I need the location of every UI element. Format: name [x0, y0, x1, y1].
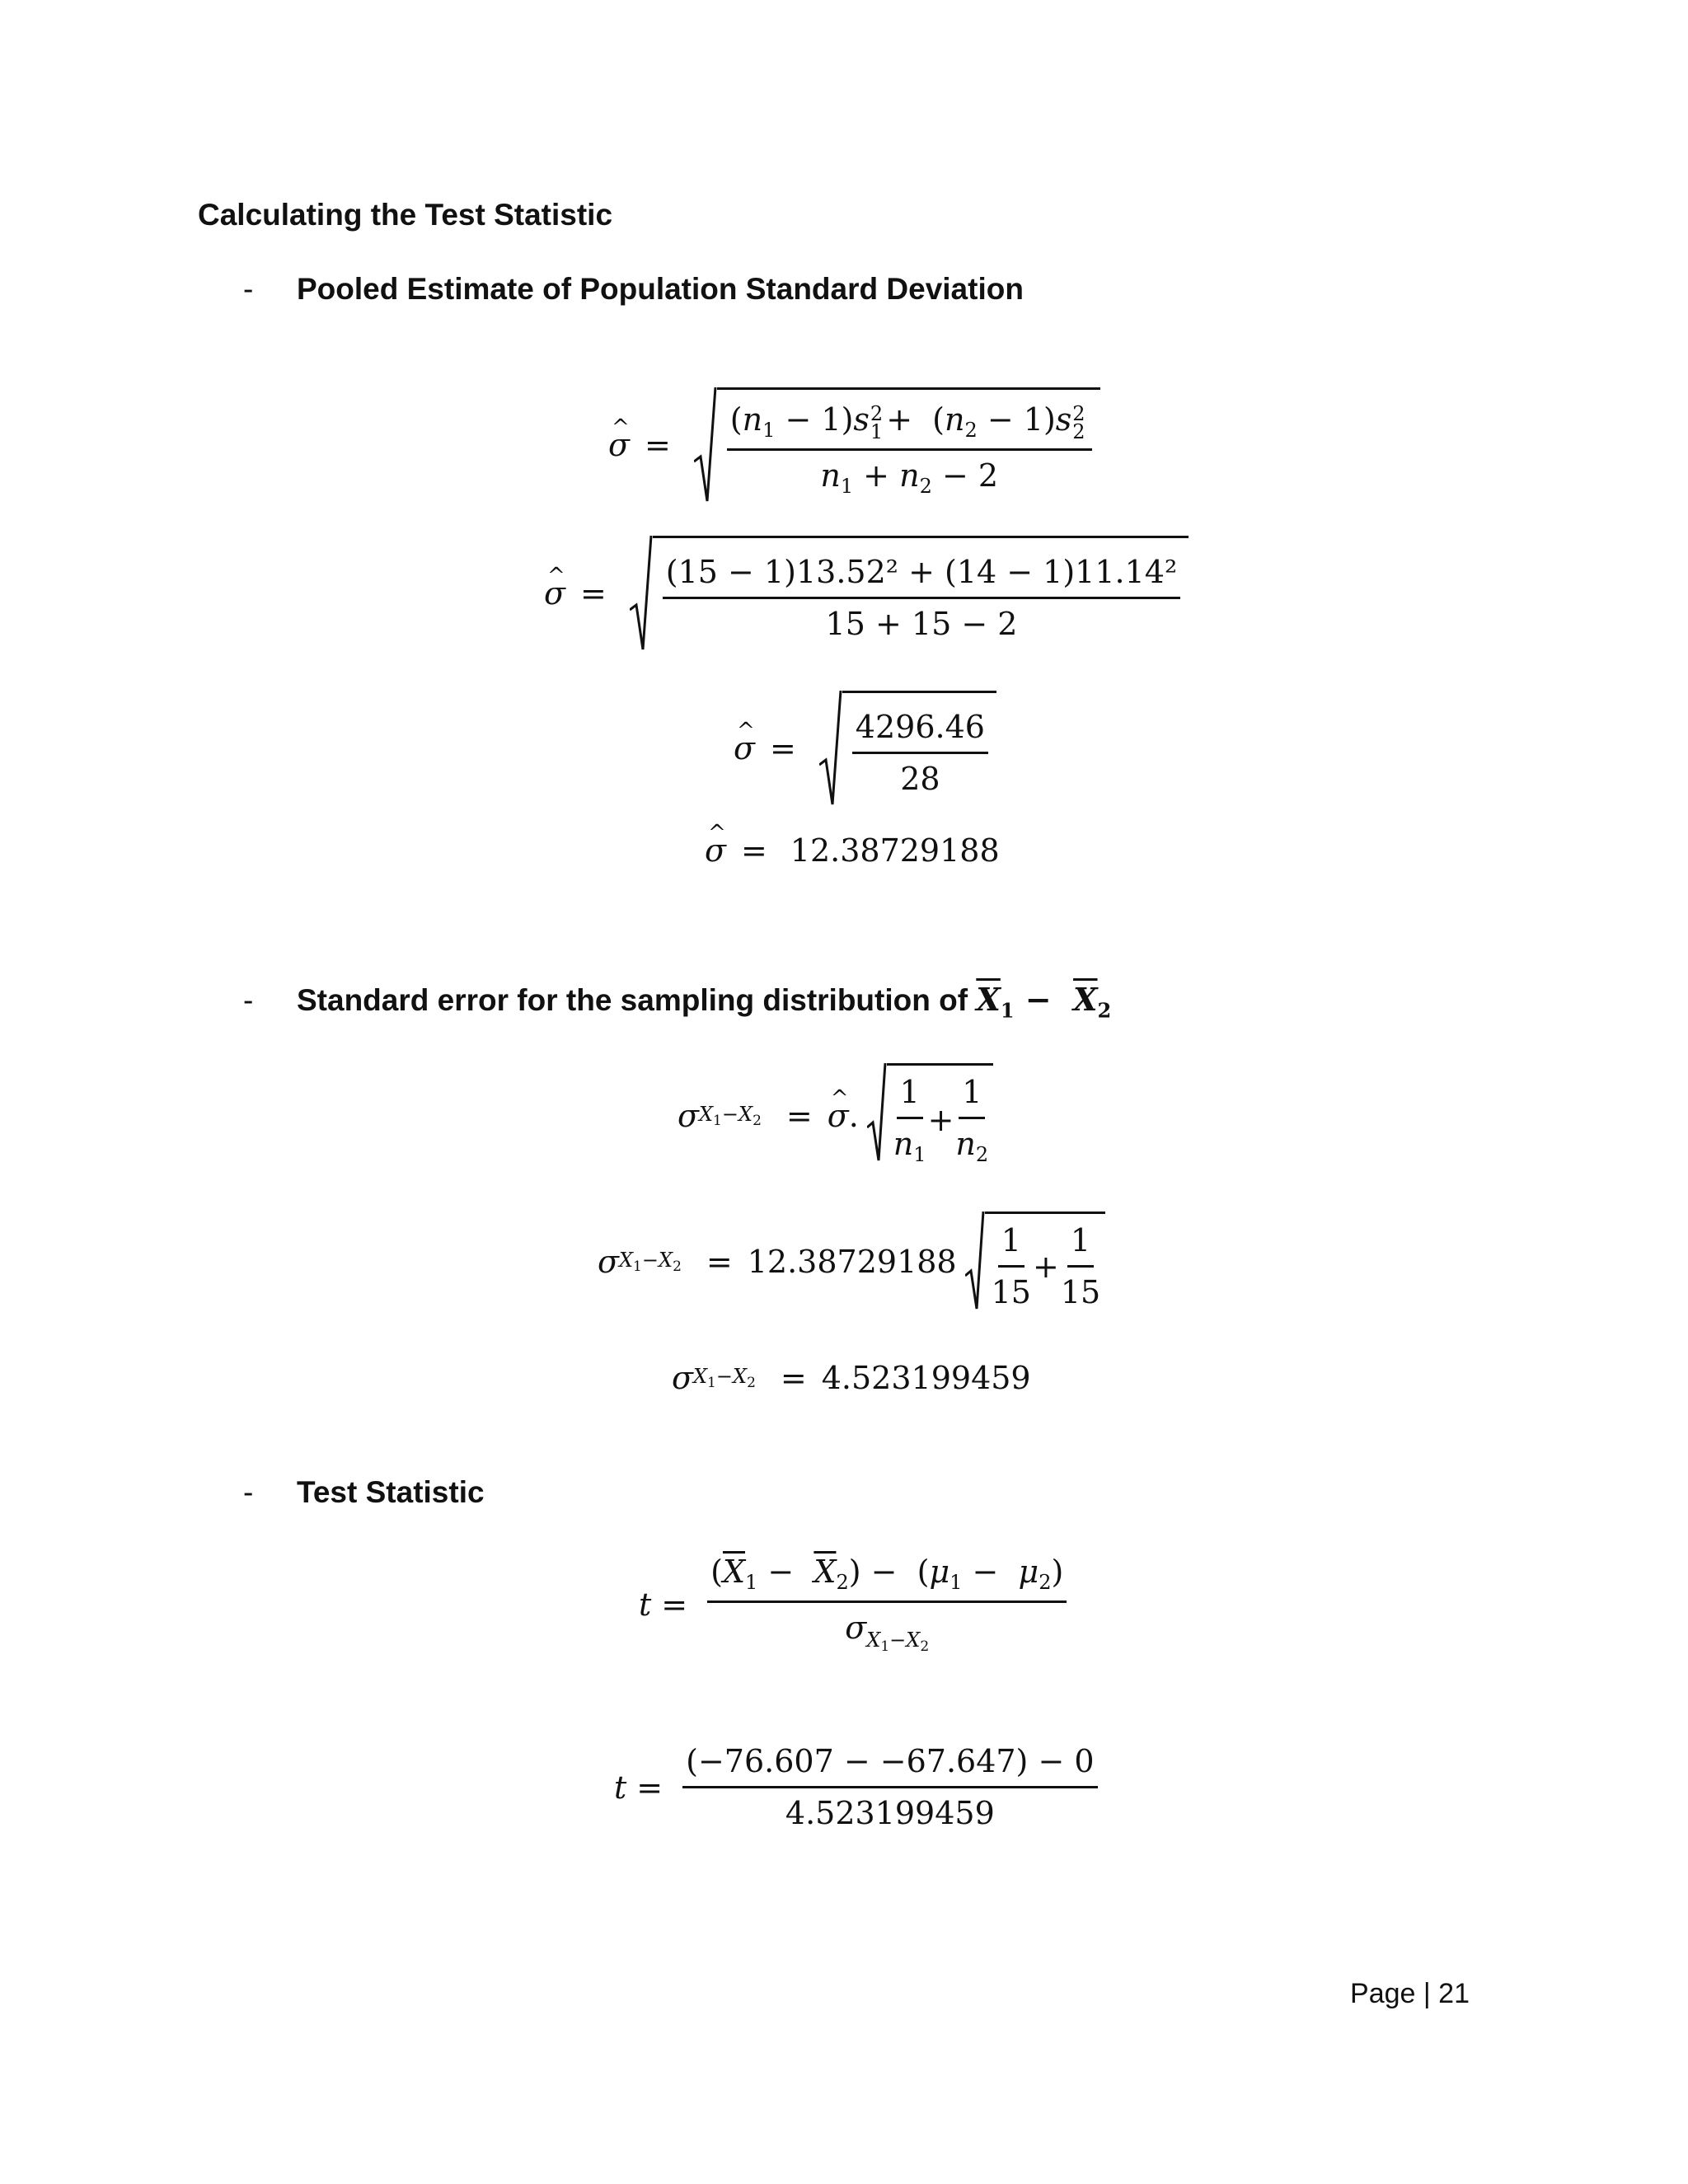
pooled-simplified-denominator: 28: [900, 761, 940, 797]
bullet-test-statistic: [243, 1475, 485, 1510]
stderr-frac2-numerator: 1: [1067, 1222, 1094, 1268]
bullet-pooled-estimate: [243, 272, 1024, 307]
pooled-simplified-numerator: 4296.46: [852, 709, 988, 754]
stderr-frac2-denominator: 15: [1060, 1274, 1101, 1310]
bullet-dash: -: [243, 272, 254, 306]
pooled-result-value: 12.38729188: [790, 832, 1000, 869]
pooled-sub-numerator: (15 − 1)13.52² + (14 − 1)11.14²: [663, 554, 1180, 599]
bullet-standard-error: - Standard error for the sampling distribution of $\overline{X}_1 - \overline{X}_2$: [243, 981, 1112, 1023]
tstat-formula-substituted: t = $\frac{(-76.607 - -67.647) - 0}{4.523199459}$: [614, 1743, 1103, 1831]
pooled-formula-substituted: ^ σ = $\frac{\text{(15 − 1)13.52² + (14 − 1)11.14²}}{15 + 15 - 2}$: [544, 536, 1189, 651]
stderr-result-value: 4.523199459: [821, 1360, 1031, 1396]
stderr-formula-substituted: σ $X_1-X_2$ = 12.38729188 $\frac{1}{15}$ + $\frac{1}{15}$: [598, 1212, 1105, 1312]
stderr-formula-symbolic: σ $X_1-X_2$ = ^ σ . $\frac{1}{n_1}$ + $\frac{1}{n_2}$: [678, 1063, 993, 1168]
pooled-sub-denominator: 15 + 15 − 2: [825, 606, 1018, 642]
pooled-formula-symbolic: ^ σ = $(n_1 - 1)s$ 2 1 + $(n_2 - 1)s$ 2 2 $n_1 + n_2 - 2$: [608, 387, 1100, 503]
pooled-result: ^ σ = 12.38729188: [705, 832, 1000, 869]
tstat-formula-symbolic: t = $\frac{(\overline{X}_1 - \overline{X}_2) - (\mu_1 - \mu_2)}{\sigma_{X_1-X_2}}$: [639, 1554, 1071, 1655]
stderr-frac1-denominator: 15: [991, 1274, 1031, 1310]
bullet-title: Test Statistic: [297, 1475, 485, 1509]
bullet-title: Pooled Estimate of Population Standard Deviation: [297, 272, 1024, 306]
stderr-result: σ $X_1-X_2$ = 4.523199459: [672, 1360, 1031, 1396]
section-heading: Calculating the Test Statistic: [198, 198, 613, 232]
bullet-title: Standard error for the sampling distribution of: [297, 983, 977, 1017]
pooled-formula-simplified: ^ σ = $\frac{4296.46}{28}$: [734, 691, 996, 806]
tstat-denominator: 4.523199459: [785, 1795, 995, 1831]
bullet-dash: -: [243, 1475, 254, 1509]
stderr-frac1-numerator: 1: [998, 1222, 1025, 1268]
tstat-numerator: (−76.607 − −67.647) − 0: [682, 1743, 1097, 1788]
page-number: Page | 21: [1350, 1978, 1470, 2009]
stderr-coefficient: 12.38729188: [747, 1244, 957, 1280]
bullet-dash: -: [243, 983, 254, 1017]
